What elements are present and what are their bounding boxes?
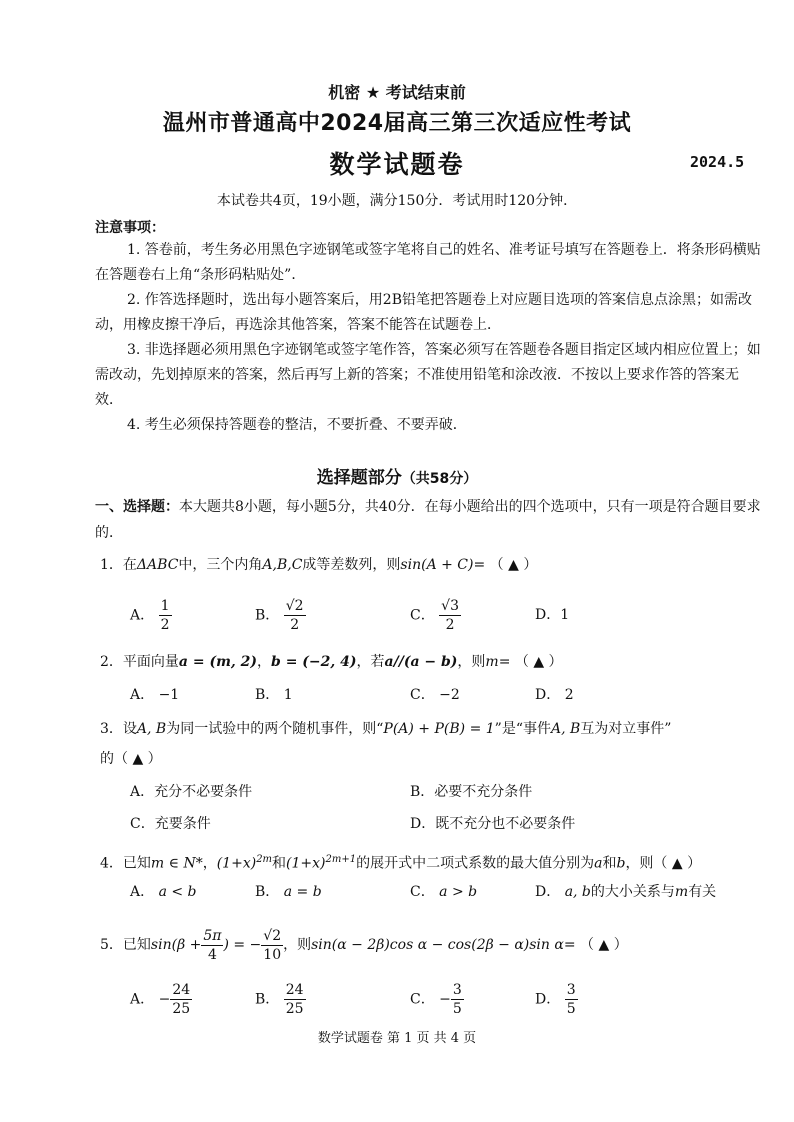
q2-text-a: 2．平面向量 [100, 654, 179, 670]
paper-subtitle: 数学试题卷 [329, 150, 465, 179]
section-score: （共58分） [401, 471, 478, 487]
q3-text-b: 为同一试验中的两个随机事件，则“ [166, 721, 384, 737]
q4-expr-1: (1+x) [216, 855, 257, 872]
question-4-stem [100, 848, 770, 876]
q5-frac-2 [261, 927, 283, 964]
q4-expr-2-exp: 2m+1 [325, 854, 357, 865]
notice-item-3: 3. 非选择题必须用黑色字迹钢笔或签字笔作答，答案必须写在答题卷各题目指定区域内相应位置上；如需改动，先划掉原来的答案，然后再写上新的答案；不准使用铅笔和涂改液．不按以上要求作答的答案无效． [95, 342, 761, 408]
q5-b-den: 25 [285, 1001, 304, 1017]
q2-m: m [485, 654, 499, 670]
q5-frac-2-den: 10 [263, 946, 282, 963]
q2-c-label: C． [410, 687, 435, 703]
notice-item-2: 2. 作答选择题时，选出每小题答案后，用2B铅笔把答题卷上对应题目选项的答案信息点涂黑；如需改动，用橡皮擦干净后，再选涂其他答案，答案不能答在试题卷上． [95, 292, 753, 333]
q4-b-label: B． [255, 884, 280, 900]
q2-d-label: D． [535, 687, 561, 703]
exam-info: 本试卷共4页，19小题，满分150分．考试用时120分钟． [216, 193, 578, 209]
q1-expression: sin(A + C) [400, 557, 474, 573]
exam-title: 温州市普通高中2024届高三第三次适应性考试 [162, 111, 632, 136]
q5-d-label: D． [535, 991, 561, 1008]
q4-c-value: a > b [439, 884, 478, 900]
q4-d-m: m [674, 884, 689, 900]
q2-option-c [410, 683, 460, 707]
q3-option-b: B．必要不充分条件 [410, 784, 533, 800]
q4-c-label: C． [410, 884, 435, 900]
notice-item-4: 4. 考生必须保持答题卷的整洁，不要折叠、不要弄破． [127, 417, 467, 433]
q1-option-a [130, 597, 172, 634]
q4-expr-1-exp: 2m [256, 854, 273, 865]
q5-b-fraction [284, 981, 306, 1018]
q3-events: A, B [136, 721, 167, 737]
q1-a-num: 1 [160, 598, 170, 614]
q2-option-d [535, 683, 574, 707]
question-5-stem [100, 925, 770, 965]
q5-c-sign: − [439, 991, 451, 1008]
q1-c-label: C． [410, 607, 435, 624]
section-title: 选择题部分 [316, 468, 402, 488]
notice-item-1: 1. 答卷前，考生务必用黑色字迹钢笔或签字笔将自己的姓名、准考证号填写在答题卷上．将条形码横贴在答题卷右上角“条形码粘贴处”． [95, 242, 761, 283]
q2-condition: a//(a − b) [384, 654, 458, 670]
q1-b-num: √2 [285, 598, 304, 614]
q5-a-num: 24 [172, 982, 191, 998]
q1-b-label: B． [255, 607, 280, 624]
q1-a-label: A． [130, 607, 155, 624]
q3-option-c: C．充要条件 [130, 816, 211, 832]
q5-b-num: 24 [285, 982, 304, 998]
q1-option-b [255, 597, 306, 634]
q1-d-value: 1 [560, 607, 570, 623]
q5-option-b [255, 981, 306, 1018]
q5-frac-1-num: 5π [203, 927, 222, 944]
q1-text-a: 1．在 [100, 557, 137, 573]
q4-d-vars: a, b [564, 884, 591, 900]
part-label: 一、选择题： [95, 499, 179, 515]
question-3-stem [100, 717, 770, 741]
q1-a-den: 2 [160, 617, 170, 633]
q2-c-value: −2 [439, 687, 460, 703]
q5-b-label: B． [255, 991, 280, 1008]
q5-frac-1 [201, 927, 223, 964]
q4-option-a [130, 880, 197, 904]
q5-a-den: 25 [172, 1001, 191, 1017]
q5-d-den: 5 [566, 1001, 576, 1017]
q2-vector-b: b = (−2, 4) [271, 654, 357, 670]
q4-text-b: 和 [272, 855, 287, 872]
q4-a-label: A． [130, 884, 155, 900]
q1-option-c [410, 597, 461, 634]
q4-var-b: b [616, 855, 626, 872]
q1-text-c: 成等差数列，则 [302, 557, 401, 573]
q5-frac-2-num: √2 [263, 927, 282, 944]
notice-list [95, 238, 765, 438]
q3-option-a: A．充分不必要条件 [130, 784, 253, 800]
q2-sep: ， [257, 654, 272, 670]
section-heading [0, 463, 794, 488]
q4-text-c: 的展开式中二项式系数的最大值分别为 [356, 855, 595, 872]
q4-option-d [535, 880, 716, 904]
q3-expression: P(A) + P(B) = 1 [383, 721, 495, 737]
q5-sin-pre: sin(β + [150, 937, 202, 953]
q4-condition: m ∈ N* [150, 855, 203, 872]
q4-a-value: a < b [158, 884, 197, 900]
q4-d-label: D． [535, 884, 561, 900]
q5-c-num: 3 [452, 982, 462, 998]
q1-b-fraction [284, 597, 306, 634]
question-3-stem-cont: 的（ ▲ ） [100, 751, 162, 767]
q5-option-a [130, 981, 192, 1018]
q1-angles: A,B,C [262, 557, 303, 573]
q2-text-b: ，若 [356, 654, 385, 670]
question-1-stem [100, 553, 770, 577]
q5-text-a: 5．已知 [100, 937, 151, 953]
question-2-stem [100, 650, 770, 674]
q2-d-value: 2 [564, 687, 574, 703]
q5-text-c: = （ ▲ ） [563, 937, 628, 953]
q4-expr-2: (1+x) [286, 855, 326, 872]
q4-option-b [255, 880, 322, 904]
q5-d-fraction [565, 981, 578, 1018]
q1-c-num: √3 [441, 598, 459, 614]
q2-vector-a: a = (m, 2) [178, 654, 258, 670]
page-footer: 数学试题卷 第 1 页 共 4 页 [317, 1031, 477, 1046]
confidential-label: 机密 ★ 考试结束前 [328, 83, 466, 102]
q2-text-c: ，则 [457, 654, 486, 670]
q1-triangle: ΔABC [136, 557, 179, 573]
q2-a-value: −1 [158, 687, 180, 703]
q5-a-fraction [170, 981, 192, 1018]
q2-text-d: = （ ▲ ） [498, 654, 563, 670]
q5-option-d [535, 981, 578, 1018]
q5-c-den: 5 [452, 1001, 462, 1017]
q4-b-value: a = b [283, 884, 322, 900]
q1-a-fraction [159, 597, 172, 634]
q3-text-d: 互为对立事件” [580, 721, 672, 737]
q2-b-label: B． [255, 687, 280, 703]
part-text: 本大题共8小题，每小题5分，共40分．在每小题给出的四个选项中，只有一项是符合题目要求的． [95, 499, 761, 541]
q4-d-text-2: 有关 [688, 884, 717, 900]
q2-a-label: A． [130, 687, 155, 703]
q5-c-fraction [451, 981, 464, 1018]
part-intro [95, 494, 765, 546]
q1-c-fraction [439, 597, 461, 634]
q5-text-b: ，则 [283, 937, 312, 953]
q1-text-b: 中，三个内角 [178, 557, 263, 573]
q3-text-c: ”是“事件 [494, 721, 551, 737]
notice-heading: 注意事项： [95, 220, 165, 236]
q1-c-den: 2 [445, 617, 455, 633]
q4-d-text: 的大小关系与 [590, 884, 675, 900]
q5-a-label: A． [130, 991, 155, 1008]
q1-b-den: 2 [290, 617, 300, 633]
q5-option-c [410, 981, 464, 1018]
q4-text-e: ，则（ ▲ ） [625, 855, 702, 872]
q1-text-d: = （ ▲ ） [473, 557, 538, 573]
q4-option-c [410, 880, 477, 904]
q5-d-num: 3 [566, 982, 576, 998]
q4-sep: ， [202, 855, 217, 872]
q2-b-value: 1 [283, 687, 293, 703]
q1-option-d [535, 603, 569, 627]
q3-option-d: D．既不充分也不必要条件 [410, 816, 576, 832]
q5-sin-post: ) = − [223, 937, 262, 953]
q2-option-b [255, 683, 293, 707]
q4-var-a: a [594, 855, 603, 872]
q4-text-a: 4．已知 [100, 855, 151, 872]
q5-expression: sin(α − 2β)cos α − cos(2β − α)sin α [311, 937, 564, 953]
q3-events-2: A, B [551, 721, 581, 737]
q2-option-a [130, 683, 179, 707]
q5-c-label: C． [410, 991, 435, 1008]
q5-a-sign: − [158, 991, 171, 1008]
exam-date: 2024.5 [690, 153, 745, 171]
q5-frac-1-den: 4 [207, 946, 217, 963]
q1-d-label: D． [535, 607, 561, 623]
q3-text-a: 3．设 [100, 721, 137, 737]
q4-text-d: 和 [602, 855, 617, 872]
